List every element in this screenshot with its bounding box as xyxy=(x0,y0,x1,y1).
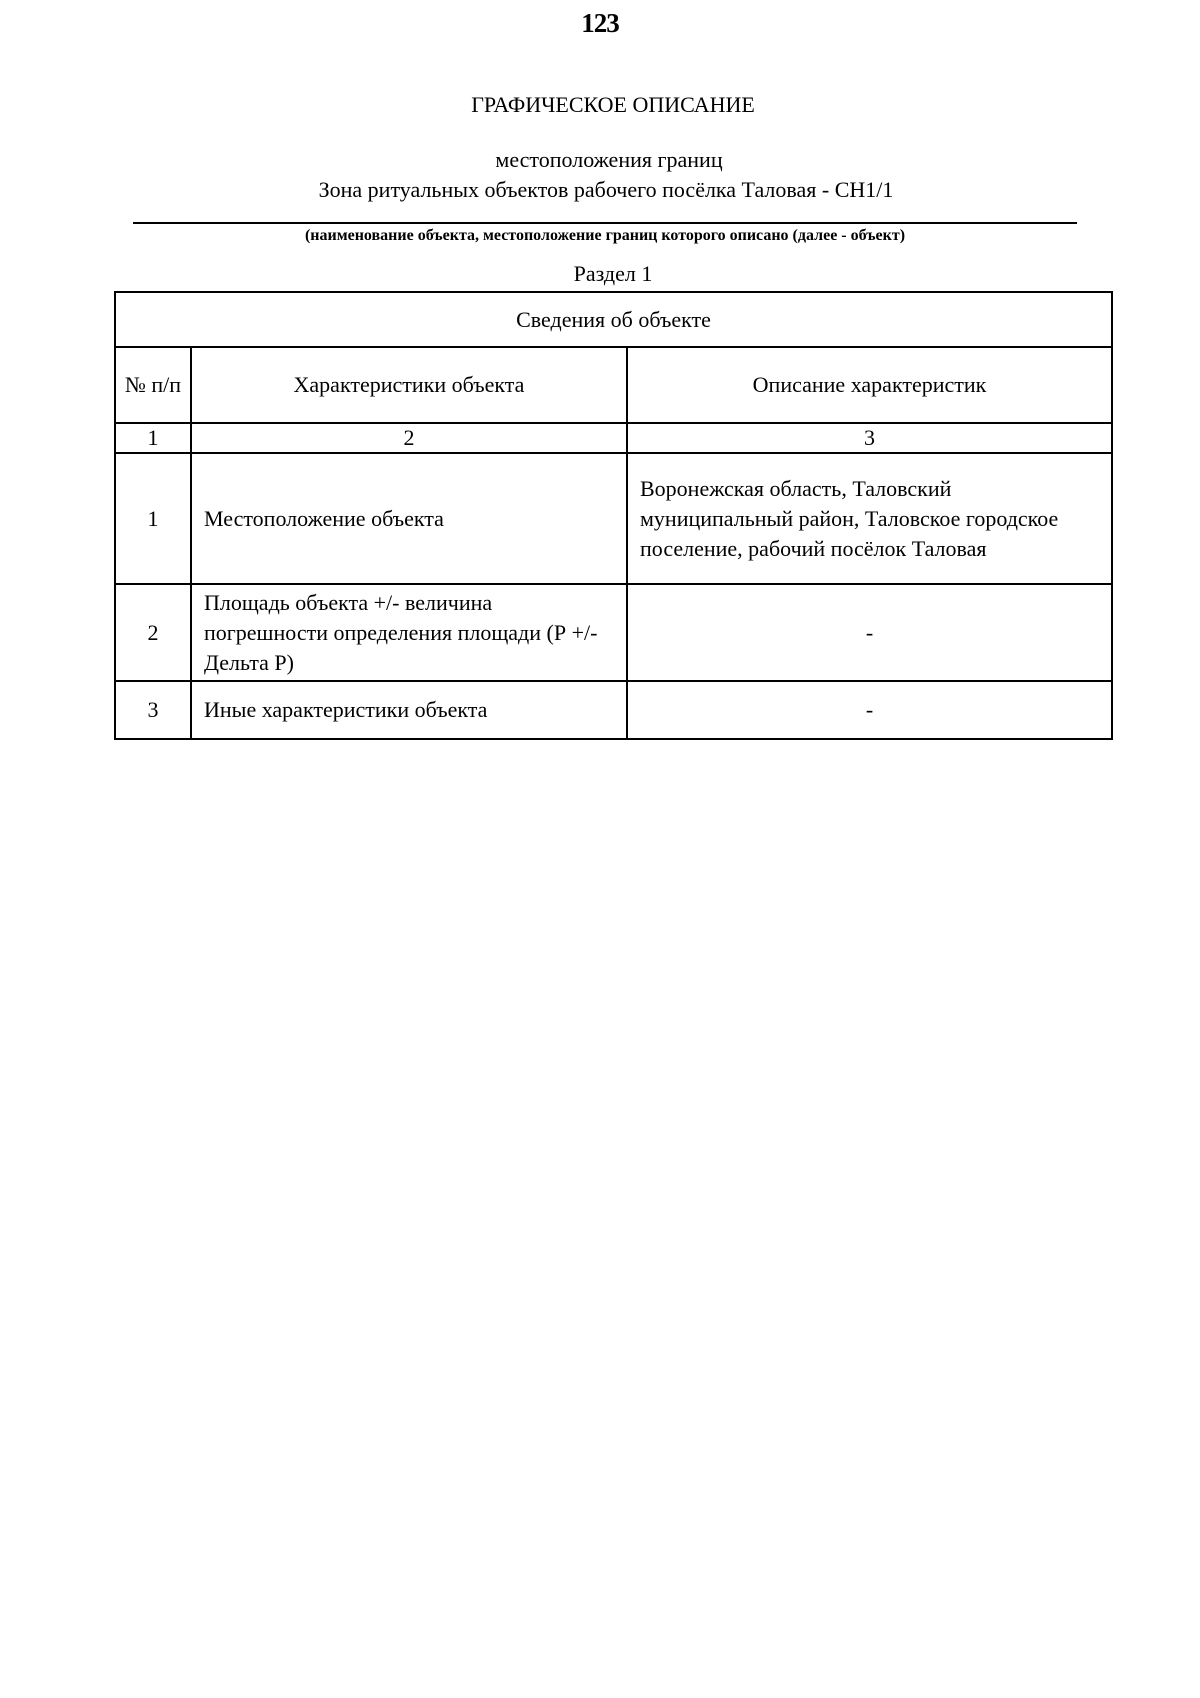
row-description: - xyxy=(627,681,1112,739)
row-characteristic: Площадь объекта +/- величина погрешности определения площади (Р +/- Дельта Р) xyxy=(191,584,627,681)
row-description: Воронежская область, Таловский муниципальный район, Таловское городское поселение, рабочий посёлок Таловая xyxy=(627,453,1112,584)
header-description: Описание характеристик xyxy=(627,347,1112,423)
object-name: Зона ритуальных объектов рабочего посёлка Таловая - СН1/1 xyxy=(318,177,894,202)
row-characteristic: Иные характеристики объекта xyxy=(191,681,627,739)
column-index: 1 xyxy=(115,423,191,453)
header-characteristic: Характеристики объекта xyxy=(191,347,627,423)
row-number: 2 xyxy=(115,584,191,681)
section-label: Раздел 1 xyxy=(573,261,653,286)
header-number: № п/п xyxy=(115,347,191,423)
column-index: 3 xyxy=(627,423,1112,453)
column-index: 2 xyxy=(191,423,627,453)
object-name-caption: (наименование объекта, местоположение границ которого описано (далее - объект) xyxy=(304,227,906,244)
table-caption-row xyxy=(115,292,1112,347)
object-info-table xyxy=(114,291,1113,740)
object-name-underline xyxy=(133,222,1077,224)
document-title: ГРАФИЧЕСКОЕ ОПИСАНИЕ xyxy=(471,92,755,117)
row-description: - xyxy=(627,584,1112,681)
table-caption: Сведения об объекте xyxy=(115,292,1112,347)
row-characteristic: Местоположение объекта xyxy=(191,453,627,584)
document-subtitle-boundaries: местоположения границ xyxy=(495,147,723,172)
table-row xyxy=(115,584,1112,681)
table-header-row xyxy=(115,347,1112,423)
table-row xyxy=(115,681,1112,739)
table-row xyxy=(115,453,1112,584)
row-number: 3 xyxy=(115,681,191,739)
page-number: 123 xyxy=(581,8,619,38)
table-index-row xyxy=(115,423,1112,453)
row-number: 1 xyxy=(115,453,191,584)
